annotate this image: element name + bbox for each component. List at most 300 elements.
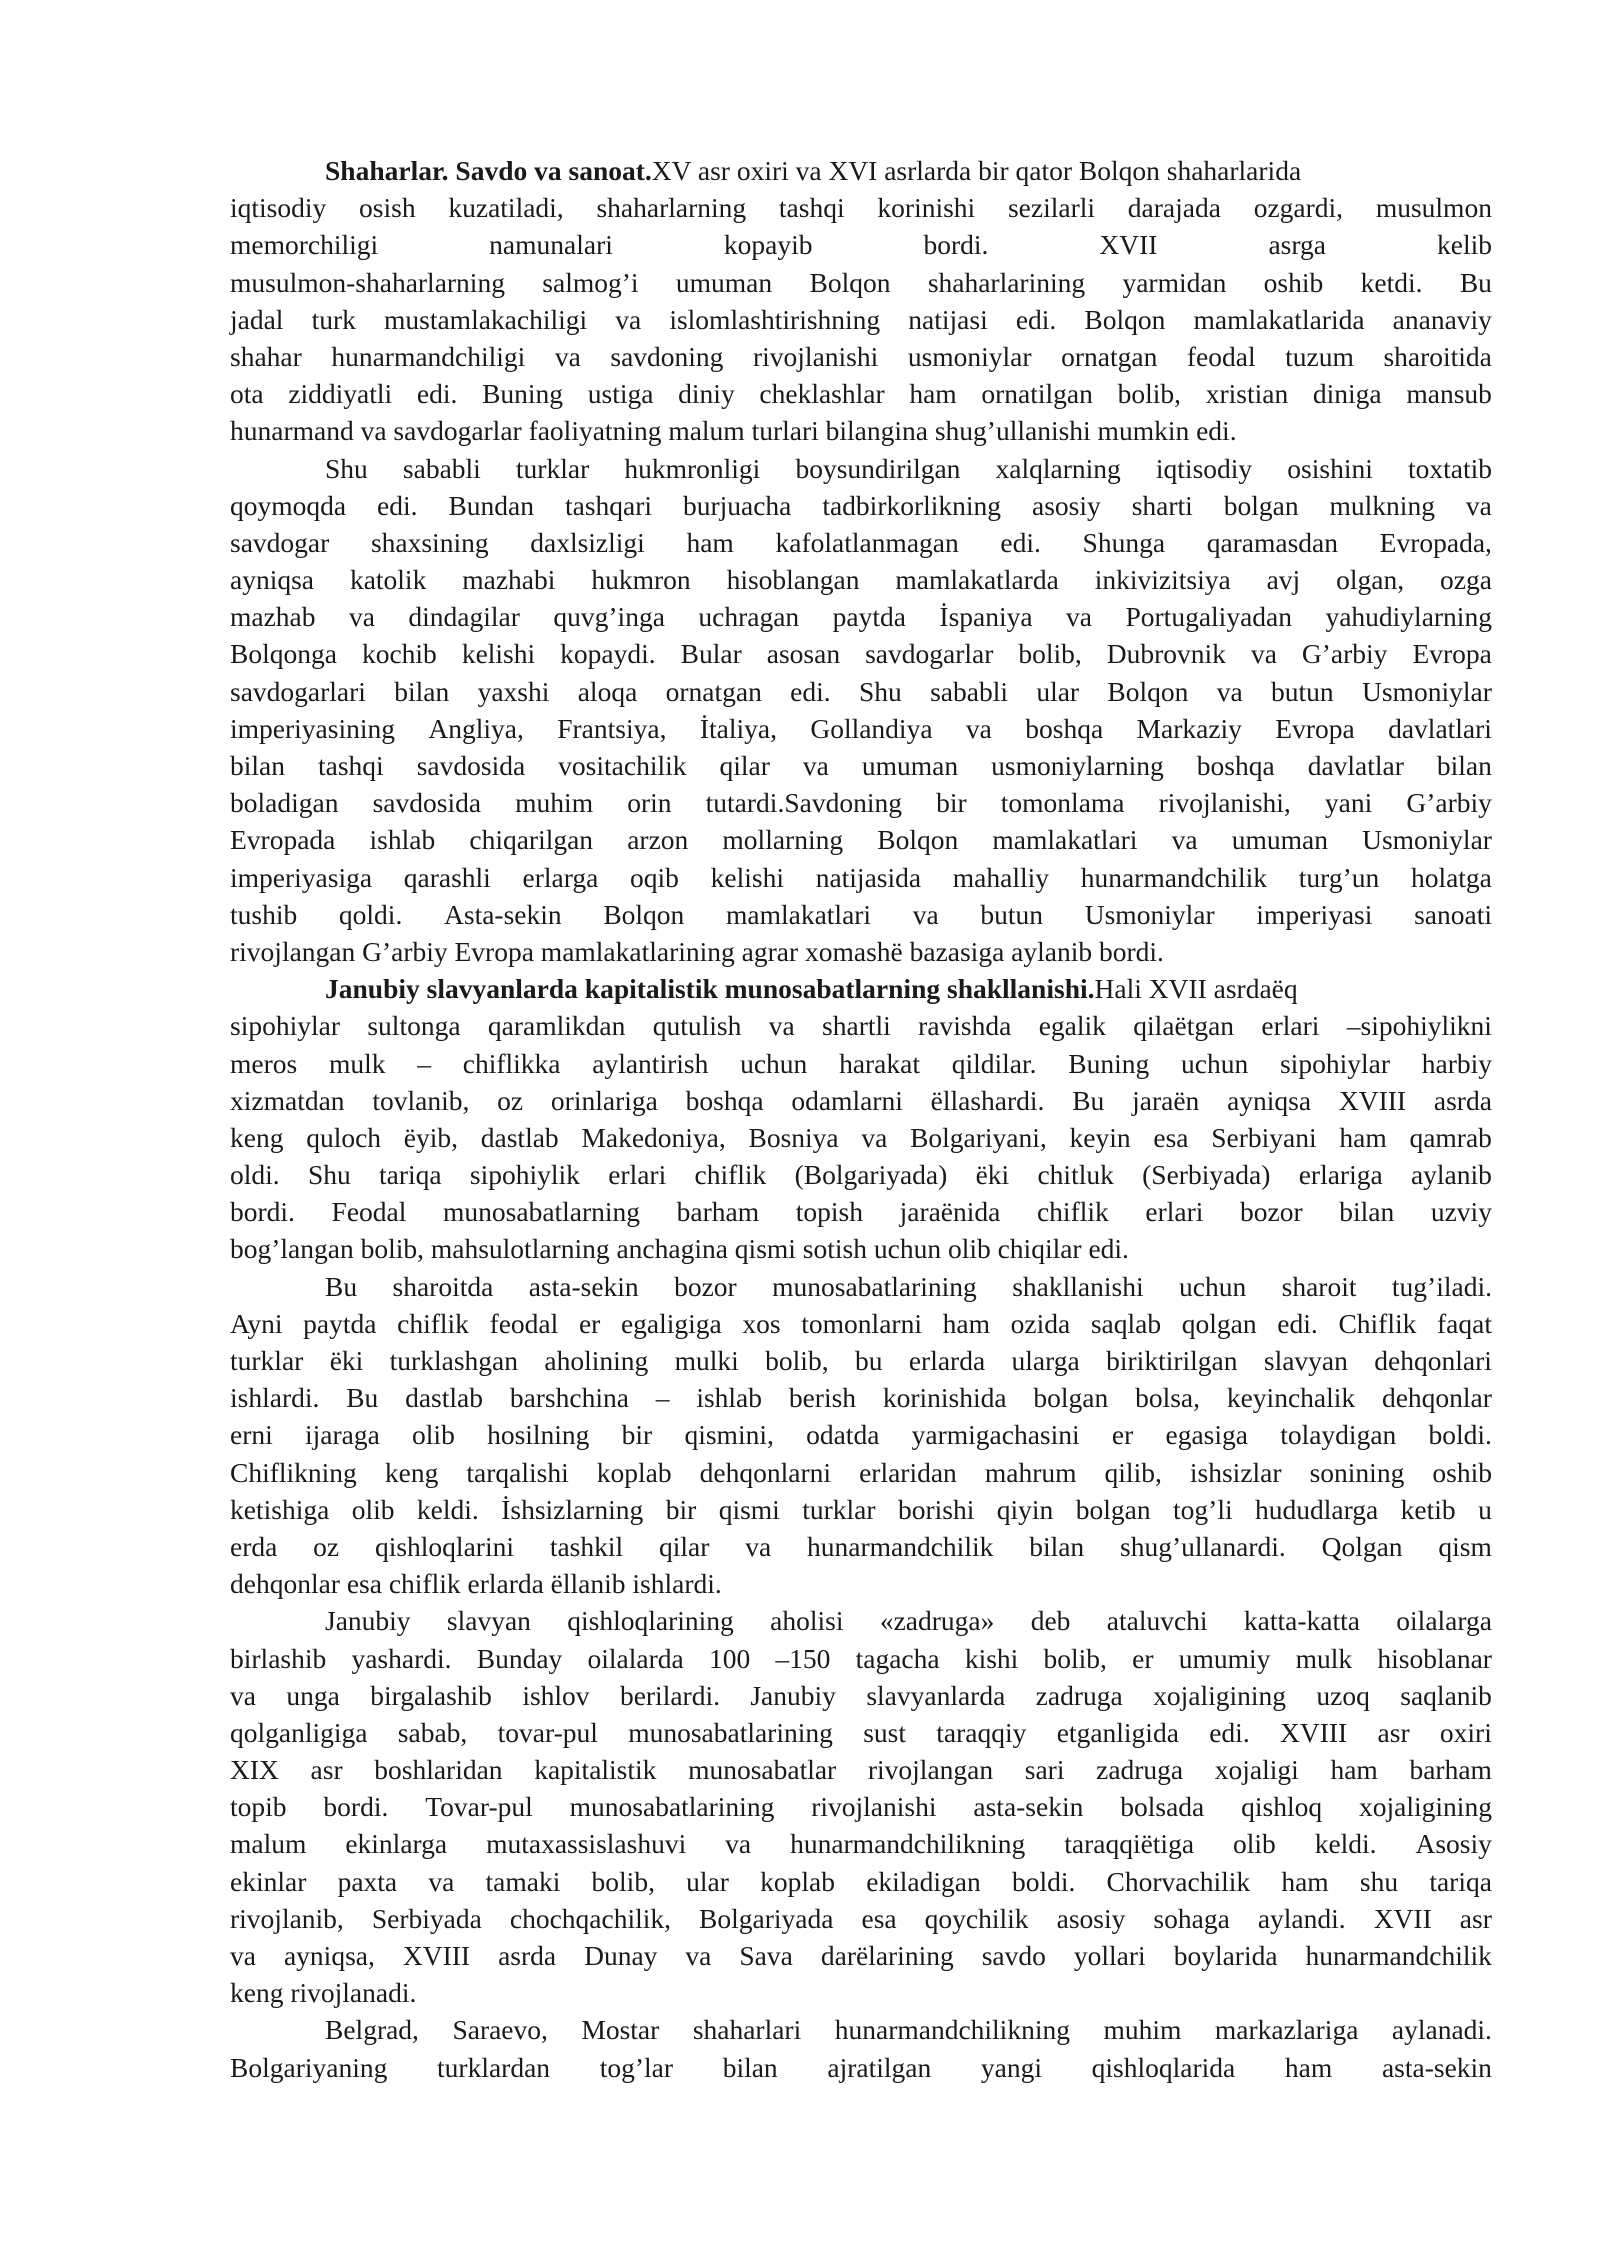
word: İtaliya, (699, 712, 777, 744)
word: ketishiga (230, 1493, 330, 1525)
word: turklar (802, 1493, 876, 1525)
word: chitluk (1037, 1159, 1114, 1191)
word: Bolgariyaning (230, 2051, 388, 2083)
word: tutardi.Savdoning (705, 787, 902, 819)
word: aholining (544, 1345, 649, 1376)
word: boshqa (1025, 712, 1104, 744)
word: qismi (718, 1493, 780, 1525)
line-text: dehqonlar esa chiflik erlarda ëllanib ishlardi. (230, 1568, 722, 1600)
word: ishlardi. (230, 1382, 320, 1414)
text-line (230, 1342, 1492, 1379)
word: chochqachilik, (509, 1902, 671, 1934)
word: katta-katta (1243, 1605, 1360, 1637)
word: chiqarilgan (469, 824, 594, 856)
word: edi. (790, 675, 831, 707)
word: sipohiylar (1279, 1047, 1390, 1079)
word: bolsa, (1135, 1382, 1201, 1414)
word: qishloq (1241, 1791, 1323, 1823)
text-line (230, 1825, 1492, 1862)
word: tushib (230, 898, 298, 930)
text-line (230, 673, 1492, 710)
word: asrda (1433, 1084, 1492, 1116)
word: Shu (325, 452, 368, 484)
word: umuman (861, 750, 959, 781)
word: meros (230, 1047, 298, 1079)
word: kuzatiladi, (448, 192, 564, 224)
word: mamlakatlarida (1193, 303, 1365, 335)
word: Asta-sekin (444, 898, 562, 930)
text-line (230, 1119, 1492, 1156)
word: tomonlama (1000, 787, 1125, 819)
word: feodal (1186, 340, 1256, 372)
word: memorchiligi (230, 229, 379, 261)
word: mahalliy (952, 861, 1050, 893)
word: ham (1330, 1754, 1378, 1786)
word: G’arbiy (1406, 787, 1492, 819)
word: chiflik (1036, 1196, 1109, 1228)
word: Bu (1459, 266, 1492, 298)
word: va (428, 1865, 455, 1897)
word: aloqa (577, 675, 638, 707)
text-line (230, 1751, 1492, 1788)
word: yani (1324, 787, 1373, 819)
word: iqtisodiy (230, 192, 327, 224)
word: Bundan (448, 489, 535, 521)
word: er (1111, 1419, 1134, 1451)
word: edi. (1000, 526, 1041, 558)
word: Markaziy (1136, 712, 1242, 744)
word: ëki (329, 1345, 364, 1376)
word: tuzum (1285, 340, 1354, 372)
word: usmoniylar (907, 340, 1032, 372)
word: harbiy (1421, 1047, 1492, 1079)
word: boshlaridan (374, 1754, 503, 1786)
word: savdoning (610, 340, 724, 372)
word: Tovar-pul (425, 1791, 533, 1823)
word: salmog’i (542, 266, 639, 298)
word: uzviy (1430, 1196, 1492, 1228)
word: tagacha (855, 1642, 940, 1674)
word: mansub (1406, 378, 1492, 410)
text-line (230, 561, 1492, 598)
word: yollari (1073, 1940, 1146, 1971)
text-line (230, 264, 1492, 301)
word: malum (230, 1828, 307, 1860)
word: ustiga (587, 378, 654, 410)
word: Belgrad, (325, 2014, 419, 2046)
word: kopayib (723, 229, 813, 261)
word: bolgan (1075, 1493, 1151, 1525)
word: borishi (897, 1493, 975, 1525)
word: mulk (1295, 1642, 1353, 1674)
word: Chiflikning (230, 1456, 357, 1488)
word: hunarmandchilik (1305, 1940, 1492, 1971)
word: kelishi (461, 638, 536, 670)
word: ëyib, (403, 1121, 459, 1153)
word: egalik (1038, 1010, 1106, 1042)
word: sharoit (1281, 1270, 1357, 1302)
word: asta-sekin (528, 1270, 639, 1302)
word: va (1465, 489, 1492, 521)
word: olib (1232, 1828, 1276, 1860)
word: usmoniylarning (991, 750, 1164, 781)
word: oshib (1263, 266, 1324, 298)
word: edi. (416, 378, 458, 410)
word: qutulish (652, 1010, 742, 1042)
word: bilan (394, 675, 450, 707)
word: Shunga (1082, 526, 1166, 558)
word: aylanadi. (1391, 2014, 1492, 2046)
word: tashqari (564, 489, 653, 521)
document-page (230, 152, 1492, 2086)
text-line (230, 1045, 1492, 1082)
word: muhim (515, 787, 594, 819)
word: deb (1030, 1605, 1071, 1637)
word: asrga (1268, 229, 1326, 261)
word: erlarga (522, 861, 599, 893)
word: aylantirish (592, 1047, 709, 1079)
word: holatga (1410, 861, 1492, 893)
word: Janubiy (325, 1605, 411, 1637)
word: ekiladigan (866, 1865, 981, 1897)
word: sust (863, 1716, 906, 1748)
word: inkivizitsiya (1094, 564, 1231, 596)
paragraph (230, 450, 1492, 971)
word: u (1478, 1493, 1492, 1525)
word: jaraën (1132, 1084, 1200, 1116)
word: Chorvachilik (1106, 1865, 1251, 1897)
word: va (861, 1121, 888, 1153)
word: xristian (1205, 378, 1289, 410)
word: asr (1459, 1902, 1492, 1934)
word: keng (384, 1456, 439, 1488)
word: bilan (722, 2051, 778, 2083)
text-line (230, 1528, 1492, 1565)
word: bilan (230, 750, 285, 781)
word: edi. (1209, 1716, 1250, 1748)
word: Feodal (331, 1196, 407, 1228)
word: Dubrovnik (1106, 638, 1226, 670)
word: İshsizlarning (501, 1493, 644, 1525)
word: dehqonlarni (699, 1456, 832, 1488)
word: aylandi. (1257, 1902, 1346, 1934)
word: orin (627, 787, 672, 819)
word: kelishi (710, 861, 784, 893)
word: uzoq (1316, 1679, 1370, 1711)
paragraph (230, 2011, 1492, 2085)
word: asosan (766, 638, 841, 670)
word: davlatlar (1307, 750, 1404, 781)
text-line (230, 1900, 1492, 1937)
paragraph (230, 1602, 1492, 2011)
word: biriktirilgan (1106, 1345, 1238, 1376)
word: Frantsiya, (557, 712, 667, 744)
word: korinishida (882, 1382, 1007, 1414)
word: boshqa (1196, 750, 1275, 781)
word: qism (1438, 1530, 1492, 1562)
text-line (230, 487, 1492, 524)
word: yarmigachasini (911, 1419, 1080, 1451)
word: sababli (930, 675, 1008, 707)
text-line (230, 598, 1492, 635)
word: arzon (627, 824, 689, 856)
word: ayniqsa (230, 564, 315, 596)
word: yaxshi (477, 675, 550, 707)
word: asr (1377, 1716, 1410, 1748)
word: ishsizlar (1189, 1456, 1282, 1488)
word: uchragan (698, 601, 800, 633)
word: ham (686, 526, 734, 558)
word: ozgardi, (1253, 192, 1344, 224)
word: va (745, 1530, 772, 1562)
word: cheklashlar (759, 378, 885, 410)
text-line (230, 1007, 1492, 1044)
word: umuman (675, 266, 773, 298)
text-line (230, 412, 1492, 449)
word: boladigan (230, 787, 339, 819)
word: Bolgariyada (699, 1902, 834, 1934)
word: savdosida (372, 787, 482, 819)
word: Qolgan (1321, 1530, 1403, 1562)
word: bozor (674, 1270, 737, 1302)
word: xojaligining (1359, 1791, 1492, 1823)
word: 100 (708, 1642, 751, 1674)
word: va (1066, 601, 1093, 633)
word: natijasida (815, 861, 922, 893)
word: birlashib (230, 1642, 327, 1674)
text-line (230, 710, 1492, 747)
word: daxlsizligi (530, 526, 645, 558)
word: davlatlari (1388, 712, 1492, 744)
word: tog’li (1173, 1493, 1233, 1525)
word: mazhabi (462, 564, 556, 596)
word: Bu (325, 1270, 358, 1302)
line-text: bog’langan bolib, mahsulotlarning anchagina qismi sotish uchun olib chiqilar edi. (230, 1233, 1129, 1265)
word: Janubiy (750, 1679, 836, 1711)
word: uchun (1181, 1047, 1249, 1079)
text-line (230, 1416, 1492, 1453)
word: turk (311, 303, 356, 335)
word: qarashli (403, 861, 491, 893)
word: taraqqiëtiga (1064, 1828, 1195, 1860)
word: ëllashardi. (930, 1084, 1045, 1116)
word: Gollandiya (810, 712, 933, 744)
word: turg’un (1298, 861, 1380, 893)
word: ekinlarga (345, 1828, 448, 1860)
word: XVIII (1338, 1084, 1407, 1116)
word: erlarda (908, 1345, 986, 1376)
word: sharti (1131, 489, 1193, 521)
word: munosabatlarning (443, 1196, 641, 1228)
word: bolib, (591, 1865, 655, 1897)
word: aylanib (1410, 1159, 1492, 1191)
word: esa (1153, 1121, 1189, 1153)
word: oqib (630, 861, 679, 893)
word: bir (936, 787, 967, 819)
word: edi. (377, 489, 418, 521)
word: asrda (498, 1940, 557, 1971)
word: berish (788, 1382, 857, 1414)
word: edi. (1277, 1307, 1318, 1339)
word: Evropa (1412, 638, 1492, 670)
word: munosabatlarining (628, 1716, 833, 1748)
word: oz (497, 1084, 524, 1116)
word: berilardi. (619, 1679, 720, 1711)
word: dindagilar (408, 601, 520, 633)
word: keng (230, 1121, 284, 1153)
word: oxiri (1439, 1716, 1492, 1748)
word: kopaydi. (560, 638, 656, 670)
word: oilalarga (1396, 1605, 1492, 1637)
text-line (230, 1863, 1492, 1900)
word: markazlariga (1214, 2014, 1359, 2046)
word: korinishi (877, 192, 976, 224)
word: slavyan (1263, 1345, 1348, 1376)
word: er (1132, 1642, 1154, 1674)
word: qishloqlarining (567, 1605, 734, 1637)
word: va (230, 1679, 256, 1711)
word: jadal (230, 303, 284, 335)
word: qolgan (1181, 1307, 1257, 1339)
word: osish (359, 192, 416, 224)
word: kishi (964, 1642, 1019, 1674)
text-line (230, 1937, 1492, 1974)
word: ayniqsa, (283, 1940, 375, 1971)
text-line (230, 375, 1492, 412)
word: erda (230, 1530, 278, 1562)
word: taraqqiy (936, 1716, 1027, 1748)
word: jaraënida (899, 1196, 1001, 1228)
word: shahar (230, 340, 302, 372)
word: ornatilgan (981, 378, 1093, 410)
word: mollarning (722, 824, 844, 856)
word: diniga (1312, 378, 1382, 410)
word: erlari (1261, 1010, 1320, 1042)
word: qoychilik (924, 1902, 1029, 1934)
line-text: XV asr oxiri va XVI asrlarda bir qator Bolqon shaharlarida (651, 155, 1302, 186)
text-line (230, 1565, 1492, 1602)
word: erlari (1145, 1196, 1204, 1228)
word: aholisi (770, 1605, 844, 1637)
word: erlariga (1298, 1159, 1383, 1191)
word: va (802, 750, 829, 781)
word: bilan (1339, 1196, 1395, 1228)
word: dastlab (405, 1382, 483, 1414)
word: XIX (230, 1754, 279, 1786)
word: ular (686, 1865, 729, 1897)
word: Makedoniya, (581, 1121, 726, 1153)
word: Bunday (476, 1642, 563, 1674)
word: katolik (349, 564, 427, 596)
paragraph (230, 970, 1492, 1268)
word: sultonga (367, 1010, 461, 1042)
word: sabab, (397, 1716, 468, 1748)
word: shaharlarining (927, 266, 1086, 298)
word: qildilar. (951, 1047, 1037, 1079)
word: musulmon-shaharlarning (230, 266, 505, 298)
word: ularga (1011, 1345, 1080, 1376)
word: hunarmandchilik (1080, 861, 1268, 893)
word: bordi. (323, 1791, 389, 1823)
word: hunarmandchilikning (790, 1828, 1026, 1860)
word: ëki (975, 1159, 1010, 1191)
word: ota (230, 378, 264, 410)
word: qaramasdan (1206, 526, 1339, 558)
word: ravishda (918, 1010, 1012, 1042)
word: ayniqsa (1227, 1084, 1312, 1116)
word: Chiflik (1338, 1307, 1417, 1339)
word: tashqi (318, 750, 384, 781)
text-line (230, 1230, 1492, 1267)
word: quvg’inga (553, 601, 665, 633)
word: toxtatib (1407, 452, 1492, 484)
word: –150 (775, 1642, 831, 1674)
word: qilar (658, 1530, 710, 1562)
word: rivojlanishi (752, 340, 879, 372)
word: rivojlanishi, (1158, 787, 1291, 819)
word: ozida (1010, 1307, 1071, 1339)
word: qishloqlarini (374, 1530, 514, 1562)
word: hunarmandchiligi (331, 340, 526, 372)
word: Evropada, (1379, 526, 1492, 558)
word: tariqa (379, 1159, 442, 1191)
word: tovlanib, (372, 1084, 470, 1116)
word: xalqlarning (995, 452, 1121, 484)
text-line (230, 1714, 1492, 1751)
word: mahrum (984, 1456, 1077, 1488)
word: Bolqonga (230, 638, 337, 670)
word: boysundirilgan (795, 452, 961, 484)
text-line (230, 1491, 1492, 1528)
text-line (230, 450, 1492, 487)
line-text: keng rivojlanadi. (230, 1977, 417, 2009)
word: shu (1359, 1865, 1399, 1897)
text-line (230, 338, 1492, 375)
word: Shu (307, 1159, 351, 1191)
word: ozga (1440, 564, 1492, 596)
text-line (230, 635, 1492, 672)
word: hunarmandchilikning (834, 2014, 1070, 2046)
word: yahudiylarning (1325, 601, 1492, 633)
text-line (230, 2011, 1492, 2048)
word: Serbiyada (371, 1902, 482, 1934)
word: Bolqon (603, 898, 685, 930)
word: namunalari (489, 229, 613, 261)
word: burjuacha (682, 489, 792, 521)
word: Usmoniylar (1084, 898, 1215, 930)
word: butun (980, 898, 1044, 930)
word: hududlarga (1255, 1493, 1379, 1525)
word: darajada (1127, 192, 1221, 224)
word: imperiyasi (1256, 898, 1373, 930)
text-line (230, 896, 1492, 933)
word: boshqa (685, 1084, 764, 1116)
word: qolganligiga (230, 1716, 368, 1748)
word: er (578, 1307, 601, 1339)
word: boldi. (1011, 1865, 1076, 1897)
word: kochib (361, 638, 437, 670)
word: Evropada (230, 824, 336, 856)
word: XVII (1099, 229, 1158, 261)
word: hukmronligi (624, 452, 761, 484)
word: rivojlangan (867, 1754, 994, 1786)
word: tomonlarni (801, 1307, 922, 1339)
word: boylarida (1173, 1940, 1278, 1971)
word: ham (1281, 1865, 1329, 1897)
word: shaharlarning (596, 192, 747, 224)
word: savdo (981, 1940, 1046, 1971)
word: topish (795, 1196, 863, 1228)
